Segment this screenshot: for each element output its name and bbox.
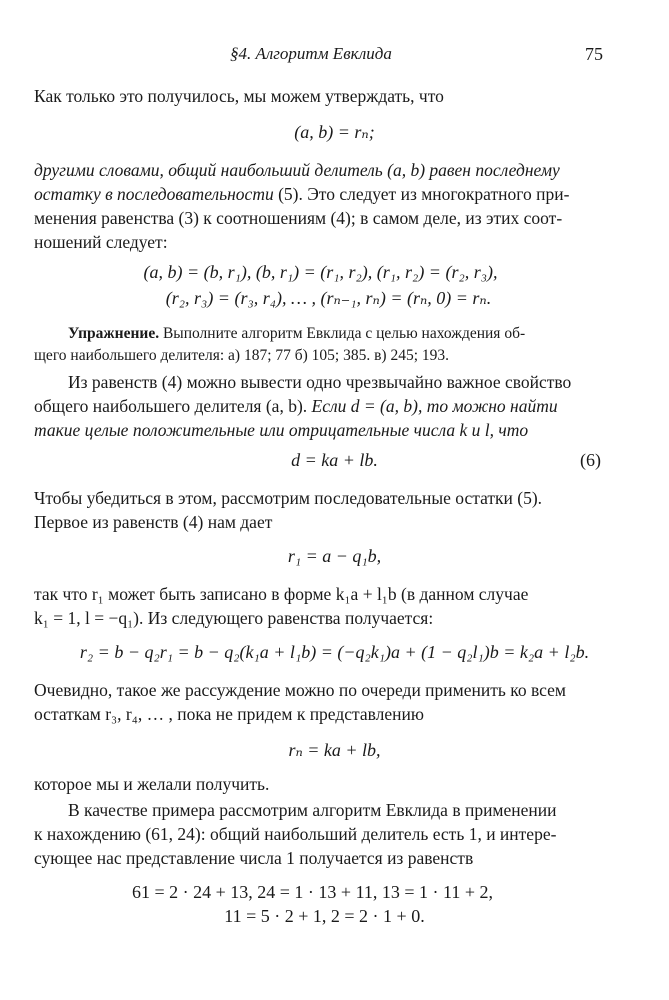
text-line: которое мы и желали получить.	[34, 774, 270, 794]
exercise-line: щего наибольшего делителя: а) 187; 77 б) 105; 385. в) 245; 193.	[34, 347, 450, 364]
text-italic: остатку в последовательности	[34, 184, 274, 204]
page-number: 75	[585, 44, 603, 64]
text-line: Очевидно, такое же рассуждение можно по очереди применить ко всем	[34, 680, 566, 700]
exercise-label: Упражнение.	[68, 325, 160, 342]
text-line: k₁ = 1, l = −q₁). Из следующего равенства получается:	[34, 608, 434, 628]
text-line: другими словами, общий наибольший делитель (a, b) равен последнему	[34, 160, 560, 180]
equation: 61 = 2 · 24 + 13, 24 = 1 · 13 + 11, 13 = 1 · 11 + 2,	[131, 882, 494, 902]
text-line: к нахождению (61, 24): общий наибольший делитель есть 1, и интере-	[34, 824, 557, 844]
text-line	[34, 394, 602, 418]
equation: r₁ = a − q₁b,	[287, 546, 382, 566]
equation: rₙ = ka + lb,	[288, 740, 381, 760]
text-regular: общего наибольшего делителя (a, b).	[34, 396, 312, 416]
text-italic: Если d = (a, b), то можно найти	[311, 396, 558, 416]
equation: (a, b) = rₙ;	[294, 122, 375, 142]
equation: d = ka + lb.	[291, 450, 378, 470]
text-line: менения равенства (3) к соотношениям (4); в самом деле, из этих соот-	[34, 208, 563, 228]
equation: (r₂, r₃) = (r₃, r₄), … , (rₙ₋₁, rₙ) = (rₙ, 0) = rₙ.	[165, 288, 492, 308]
text-line: так что r₁ может быть записано в форме k₁a + l₁b (в данном случае	[34, 584, 529, 604]
text-line: такие целые положительные или отрицательные числа k и l, что	[34, 420, 529, 440]
exercise-line	[68, 322, 602, 346]
text-line: Из равенств (4) можно вывести одно чрезвычайно важное свойство	[68, 372, 572, 392]
running-title: §4. Алгоритм Евклида	[230, 44, 392, 63]
equation: 11 = 5 · 2 + 1, 2 = 2 · 1 + 0.	[224, 906, 425, 926]
text-line: В качестве примера рассмотрим алгоритм Евклида в применении	[68, 800, 557, 820]
text-regular: (5). Это следует из многократного при-	[273, 184, 570, 204]
text-line: ношений следует:	[34, 232, 168, 252]
equation-number: (6)	[580, 450, 601, 470]
text-line: Первое из равенств (4) нам дает	[34, 512, 273, 532]
equation: (a, b) = (b, r₁), (b, r₁) = (r₁, r₂), (r₁, r₂) = (r₂, r₃),	[143, 262, 498, 282]
page-header	[0, 44, 669, 70]
text-line	[34, 182, 602, 206]
text-line: сующее нас представление числа 1 получается из равенств	[34, 848, 474, 868]
text-line: Как только это получилось, мы можем утверждать, что	[34, 86, 444, 106]
equation: r₂ = b − q₂r₁ = b − q₂(k₁a + l₁b) = (−q₂k₁)a + (1 − q₂l₁)b = k₂a + l₂b.	[79, 642, 590, 662]
text-line: Чтобы убедиться в этом, рассмотрим последовательные остатки (5).	[34, 488, 543, 508]
exercise-text: Выполните алгоритм Евклида с целью нахождения об-	[159, 325, 526, 342]
text-line: остаткам r₃, r₄, … , пока не придем к представлению	[34, 704, 424, 724]
